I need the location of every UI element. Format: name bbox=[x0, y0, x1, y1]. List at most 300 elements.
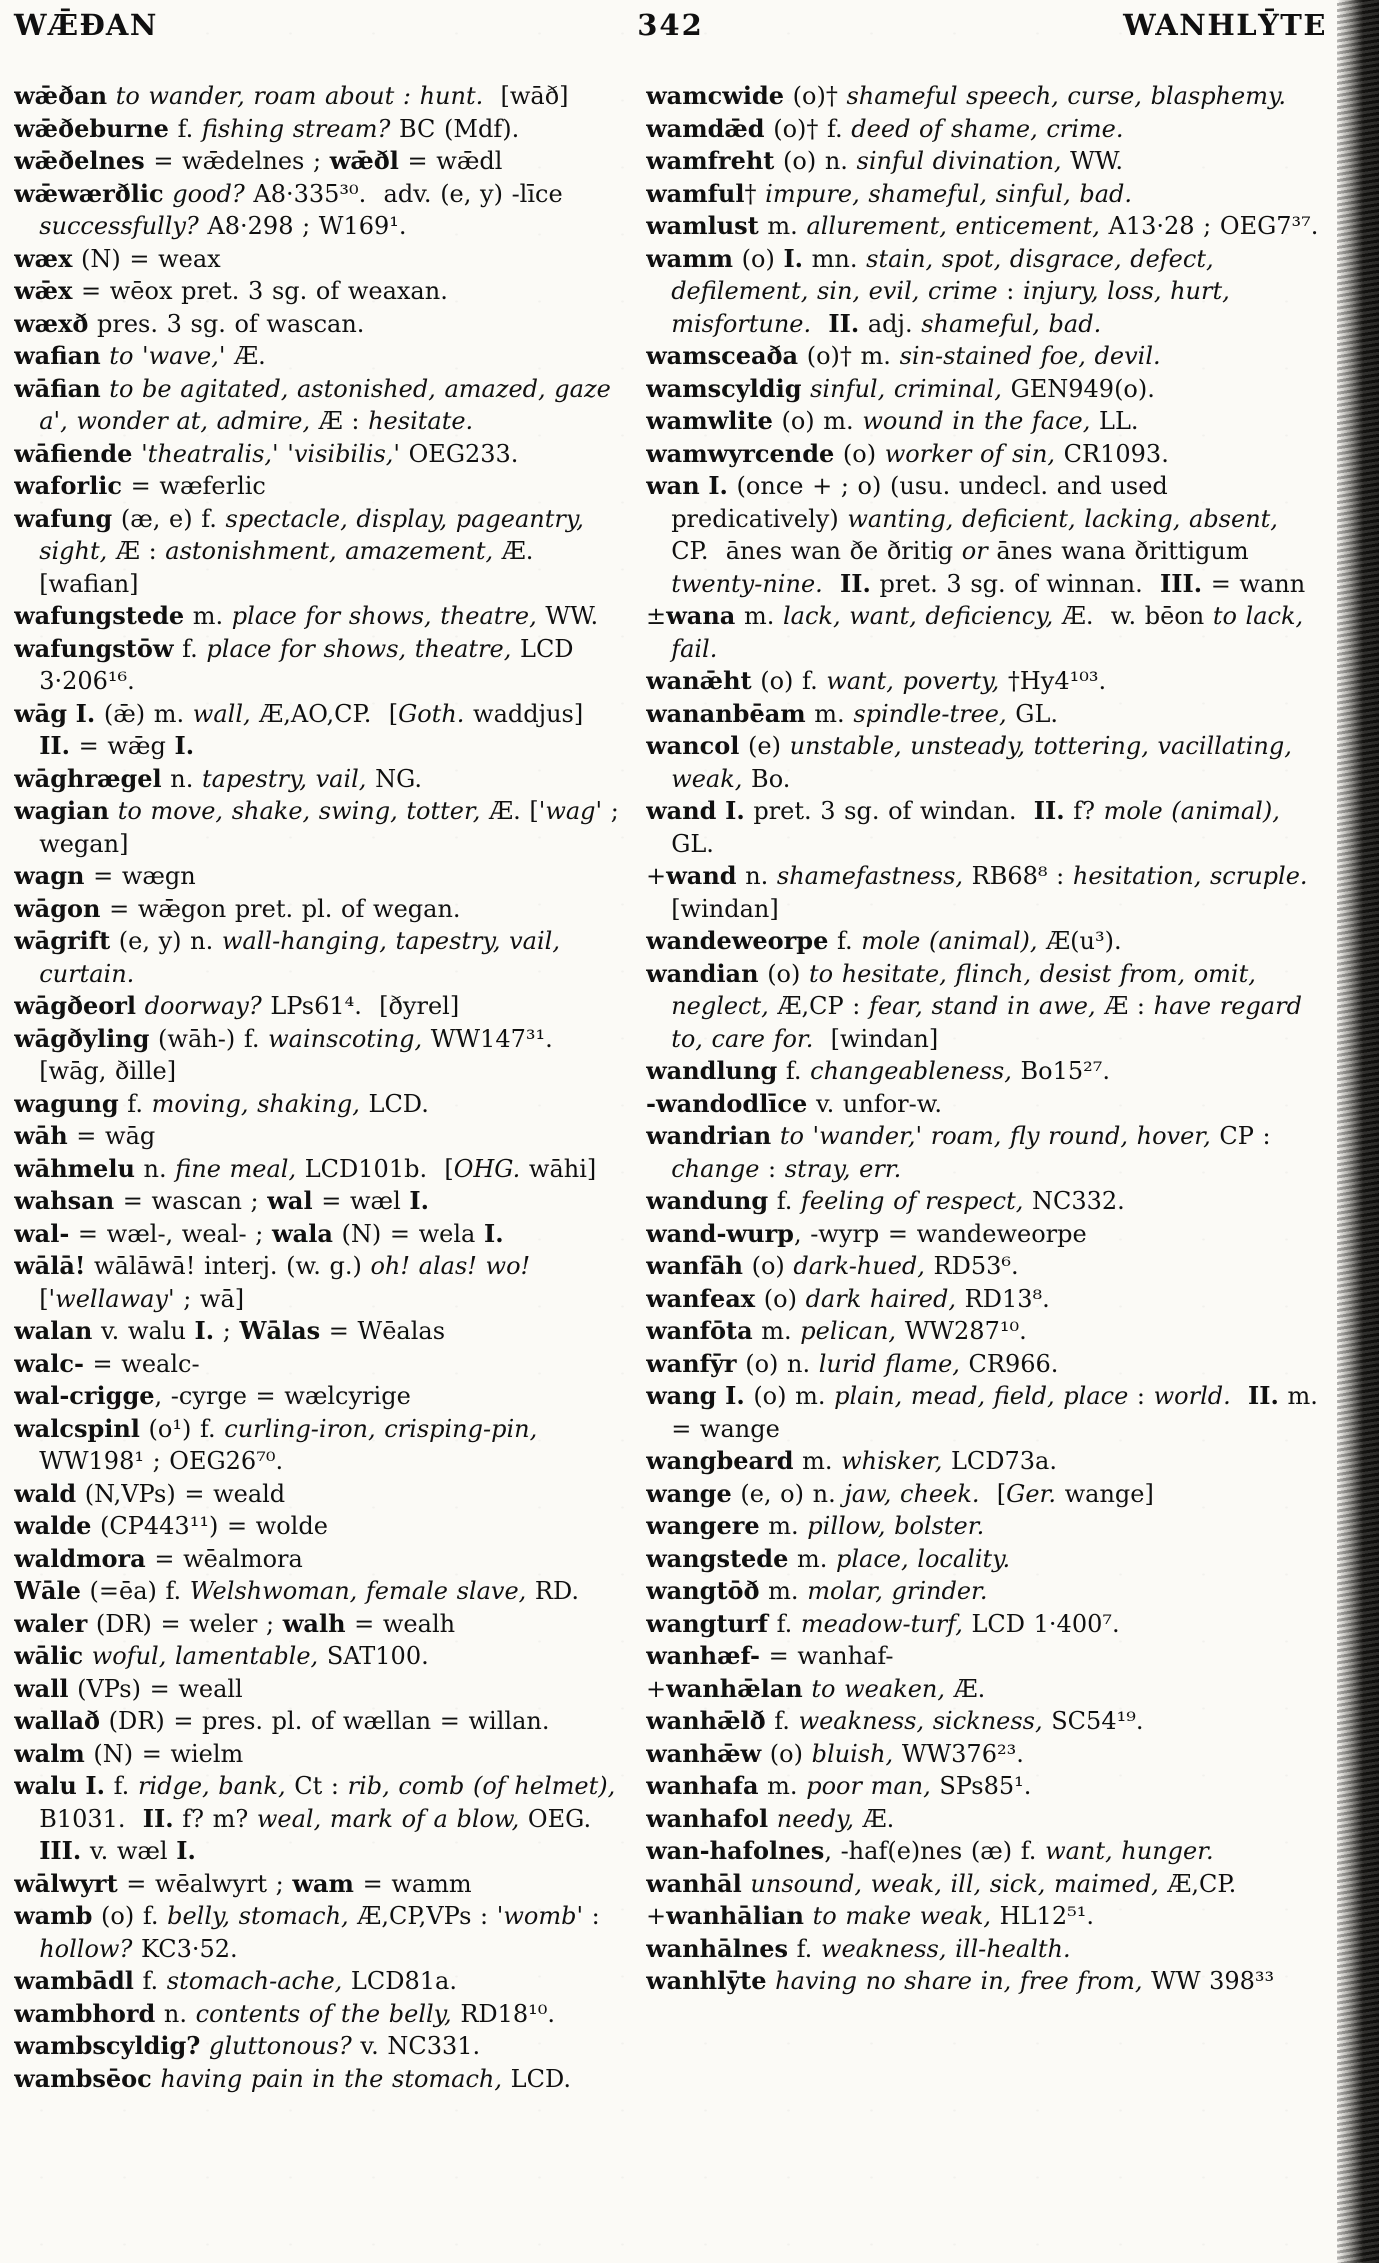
entry-text: f. bbox=[777, 1057, 811, 1085]
entry-text: sin-stained foe, devil. bbox=[899, 342, 1161, 370]
left-column bbox=[14, 80, 620, 2263]
entry-text: shameful speech, curse, blasphemy. bbox=[846, 82, 1287, 110]
headword: wancol bbox=[646, 731, 740, 760]
headword: wafian bbox=[14, 341, 101, 370]
entry-text: f. bbox=[118, 1089, 152, 1118]
entry-text: want, hunger. bbox=[1045, 1837, 1214, 1865]
dictionary-entry bbox=[646, 1218, 1329, 1251]
entry-text: wālāwā! interj. (w. g.) bbox=[85, 1252, 371, 1280]
dictionary-entry bbox=[14, 1965, 620, 1998]
dictionary-entry bbox=[14, 80, 620, 113]
page-header bbox=[14, 8, 1327, 52]
entry-text: m. = wange bbox=[671, 1382, 1318, 1443]
entry-text: m. bbox=[184, 602, 232, 630]
entry-text: Æ. bbox=[853, 1804, 895, 1833]
headword: wall bbox=[14, 1673, 69, 1703]
dictionary-entry bbox=[14, 1738, 620, 1771]
entry-text: RD18¹⁰. bbox=[451, 1999, 556, 2028]
headword: wanhlȳte bbox=[646, 1966, 767, 1995]
entry-text: [wāð] bbox=[483, 82, 569, 110]
scan-edge-artifact bbox=[1337, 0, 1379, 2263]
entry-text: (e) bbox=[739, 732, 790, 760]
headword: wange bbox=[646, 1478, 732, 1508]
headword: wandian bbox=[646, 958, 759, 988]
headword: I. bbox=[174, 731, 195, 760]
right-column bbox=[646, 80, 1329, 2263]
headword: wǣðan bbox=[14, 81, 108, 110]
dictionary-entry bbox=[14, 1478, 620, 1511]
entry-text: [windan] bbox=[813, 1024, 939, 1053]
entry-text: m. bbox=[758, 212, 807, 240]
dictionary-entry bbox=[646, 438, 1329, 471]
entry-text: place for shows, theatre, bbox=[206, 634, 512, 663]
dictionary-entry bbox=[14, 243, 620, 276]
entry-text: mole (animal), bbox=[1103, 797, 1280, 825]
entry-text: weal, mark of a blow, bbox=[256, 1804, 520, 1833]
entry-text: : bbox=[759, 1154, 785, 1183]
entry-text: + bbox=[646, 862, 667, 890]
dictionary-entry bbox=[14, 503, 620, 601]
entry-text: A8·335³⁰. adv. (e, y) -līce bbox=[244, 179, 563, 208]
headword: waler bbox=[14, 1608, 88, 1638]
dictionary-entry bbox=[646, 243, 1329, 341]
headword: wamlust bbox=[646, 211, 759, 240]
dictionary-entry bbox=[646, 1315, 1329, 1348]
headword: wahsan bbox=[14, 1186, 115, 1215]
headword: wambādl bbox=[14, 1966, 134, 1995]
entry-text: WW198¹ ; OEG26⁷⁰. bbox=[39, 1447, 284, 1475]
headword: II. bbox=[1033, 796, 1065, 825]
entry-text: , -cyrge = wælcyrige bbox=[154, 1382, 411, 1410]
entry-text: LL. bbox=[1090, 407, 1139, 435]
entry-text bbox=[823, 570, 840, 598]
entry-text: changeableness, bbox=[810, 1057, 1012, 1085]
headword: wandlung bbox=[646, 1056, 778, 1085]
entry-text: belly, stomach, bbox=[167, 1902, 349, 1930]
entry-text: = wamm bbox=[353, 1869, 472, 1898]
entry-text: RB68⁸ : bbox=[963, 862, 1073, 890]
entry-text: poor man, bbox=[806, 1772, 931, 1800]
dictionary-entry bbox=[646, 405, 1329, 438]
dictionary-entry bbox=[14, 763, 620, 796]
entry-text: OEG. bbox=[519, 1804, 600, 1833]
headword: wāgðyling bbox=[14, 1023, 150, 1053]
entry-text: LCD. bbox=[502, 2064, 571, 2093]
entry-text: = wēalmora bbox=[145, 1544, 303, 1573]
entry-text: womb bbox=[503, 1902, 577, 1930]
entry-text: (o) bbox=[755, 1284, 806, 1313]
entry-text: = wǣgon pret. pl. of wegan. bbox=[100, 894, 461, 923]
entry-text: unsound, weak, ill, sick, maimed, bbox=[741, 1869, 1159, 1898]
entry-text: ridge, bank, bbox=[137, 1772, 286, 1800]
entry-text: Æ. w. bēon bbox=[1053, 602, 1213, 630]
headword: -wandodlīce bbox=[646, 1088, 808, 1118]
dictionary-entry bbox=[14, 470, 620, 503]
entry-text: wall, bbox=[192, 699, 251, 728]
headword: wanhǣw bbox=[646, 1738, 762, 1768]
dictionary-entry bbox=[14, 1348, 620, 1381]
headword: wamcwide bbox=[646, 81, 785, 110]
dictionary-entry bbox=[646, 113, 1329, 146]
dictionary-entry bbox=[646, 1738, 1329, 1771]
entry-text: CP : bbox=[1210, 1122, 1271, 1150]
dictionary-entry bbox=[646, 958, 1329, 1056]
entry-text: (o) m. bbox=[744, 1382, 835, 1410]
entry-text: hollow? bbox=[39, 1934, 133, 1963]
entry-text: contents of the belly, bbox=[195, 1999, 452, 2028]
entry-text: lurid flame, bbox=[818, 1349, 960, 1378]
headword: wand-wurp bbox=[646, 1218, 794, 1248]
headword: II. bbox=[142, 1803, 174, 1833]
entry-text: = wǣg bbox=[70, 732, 175, 760]
entry-text: (=ēa) f. bbox=[80, 1577, 190, 1605]
entry-text: SPs85¹. bbox=[930, 1772, 1032, 1800]
entry-text: f? m? bbox=[173, 1804, 257, 1833]
entry-text bbox=[811, 310, 828, 338]
headword: wafung bbox=[14, 503, 113, 533]
entry-text: [ bbox=[979, 1479, 1007, 1508]
dictionary-entry bbox=[646, 1380, 1329, 1445]
headword: wālā! bbox=[14, 1251, 86, 1280]
entry-text: Æ,AO,CP. [ bbox=[250, 699, 399, 728]
entry-text: woful, lamentable, bbox=[83, 1642, 319, 1670]
entry-text: (o)† bbox=[784, 82, 847, 110]
entry-text: (æ, e) f. bbox=[112, 504, 226, 533]
entry-text: RD13⁸. bbox=[956, 1284, 1050, 1313]
entry-text: † bbox=[744, 179, 766, 208]
headword: wal- bbox=[14, 1218, 70, 1248]
headword: wand bbox=[646, 796, 717, 825]
dictionary-entry bbox=[14, 1380, 620, 1413]
entry-text: [' bbox=[39, 1284, 56, 1313]
entry-text: to wander, roam about : hunt. bbox=[107, 82, 484, 110]
headword: wanfōta bbox=[646, 1316, 753, 1345]
headword: wala bbox=[272, 1218, 333, 1248]
entry-text: to 'wander,' roam, fly round, hover, bbox=[771, 1122, 1211, 1150]
headword: wan bbox=[646, 471, 700, 500]
entry-text: ' ' bbox=[272, 439, 294, 468]
dictionary-entry bbox=[646, 1543, 1329, 1576]
dictionary-entry bbox=[14, 698, 620, 763]
entry-text: RD53⁶. bbox=[924, 1252, 1019, 1280]
entry-text: f? bbox=[1064, 797, 1104, 825]
dictionary-entry bbox=[646, 1965, 1329, 1998]
dictionary-entry bbox=[14, 1185, 620, 1218]
entry-text: (o) bbox=[834, 439, 885, 468]
entry-text: (N) = weax bbox=[72, 244, 221, 273]
dictionary-entry bbox=[14, 1023, 620, 1088]
dictionary-entry bbox=[646, 1283, 1329, 1316]
headword: wal bbox=[267, 1186, 313, 1215]
entry-text: wound in the face, bbox=[862, 407, 1091, 435]
entry-text: WW 398³³ bbox=[1142, 1967, 1275, 1995]
entry-text: (N) = wela bbox=[332, 1219, 484, 1248]
entry-text: WW147³¹. [wāg, ðille] bbox=[39, 1024, 553, 1085]
entry-text: spectacle, display, pageantry, sight, bbox=[39, 504, 584, 565]
headword: wanhæf- bbox=[646, 1641, 760, 1670]
headword: wallað bbox=[14, 1706, 101, 1735]
entry-text: dark-hued, bbox=[793, 1252, 925, 1280]
entry-text: theatralis, bbox=[147, 439, 273, 468]
entry-text: LPs61⁴. [ðyrel] bbox=[261, 992, 460, 1020]
headword: II. bbox=[1248, 1381, 1279, 1410]
dictionary-entry bbox=[646, 1770, 1329, 1803]
entry-text: moving, shaking, bbox=[151, 1089, 360, 1118]
entry-text: f. bbox=[105, 1772, 138, 1800]
headword: I. bbox=[783, 243, 804, 273]
entry-text: whisker, bbox=[841, 1447, 943, 1475]
dictionary-entry bbox=[646, 1348, 1329, 1381]
dictionary-entry bbox=[646, 730, 1329, 795]
entry-text: SAT100. bbox=[318, 1642, 429, 1670]
headword: I. bbox=[176, 1836, 196, 1865]
dictionary-entry bbox=[646, 1835, 1329, 1868]
entry-text: meadow-turf, bbox=[800, 1609, 963, 1638]
headword: Wālas bbox=[239, 1316, 321, 1345]
entry-text: to weaken, bbox=[802, 1674, 945, 1703]
entry-text: astonishment, amazement, bbox=[165, 537, 494, 565]
headword: wambscyldig? bbox=[14, 2031, 201, 2060]
entry-text: (DR) = pres. pl. of wællan = willan. bbox=[100, 1707, 550, 1735]
entry-text: stain, spot, disgrace, defect, defilement, sin, evil, crime bbox=[671, 244, 1214, 305]
headword: wǣx bbox=[14, 276, 73, 305]
dictionary-entry bbox=[646, 1803, 1329, 1836]
headword: wald bbox=[14, 1478, 77, 1508]
headword: wafungstōw bbox=[14, 633, 174, 663]
dictionary-entry bbox=[14, 925, 620, 990]
entry-text: WW287¹⁰. bbox=[896, 1317, 1027, 1345]
entry-text: m. bbox=[759, 1512, 808, 1540]
dictionary-entry bbox=[646, 1705, 1329, 1738]
headword: wāghrægel bbox=[14, 763, 162, 793]
dictionary-entry bbox=[14, 1088, 620, 1121]
dictionary-entry bbox=[14, 1900, 620, 1965]
entry-text: n. bbox=[134, 1154, 176, 1183]
headword: wand bbox=[666, 861, 737, 890]
entry-text: : bbox=[1128, 1382, 1154, 1410]
page-number: 342 bbox=[637, 8, 704, 42]
entry-text: = wæl bbox=[312, 1187, 410, 1215]
dictionary-entry bbox=[646, 80, 1329, 113]
entry-text: worker of sin, bbox=[884, 439, 1056, 468]
entry-text: pret. 3 sg. of windan. bbox=[744, 797, 1034, 825]
dictionary-entry bbox=[646, 1673, 1329, 1706]
headword: I. bbox=[483, 1218, 504, 1248]
entry-text: plain, mead, field, place bbox=[834, 1382, 1129, 1410]
headword: wanfȳr bbox=[646, 1348, 737, 1378]
entry-text: BC (Mdf). bbox=[390, 114, 520, 143]
headword: wangtōð bbox=[646, 1576, 760, 1605]
dictionary-entry bbox=[14, 1640, 620, 1673]
entry-text: Æ. [' bbox=[480, 797, 546, 825]
entry-text: Æ(u³). bbox=[1037, 927, 1122, 955]
entry-text: Æ,CP,VPs : ' bbox=[348, 1902, 504, 1930]
entry-text: weakness, sickness, bbox=[798, 1707, 1043, 1735]
entry-text: successfully? bbox=[39, 212, 199, 240]
entry-text: RD. bbox=[526, 1577, 579, 1605]
headword: walc- bbox=[14, 1348, 84, 1378]
headword: wamm bbox=[646, 243, 733, 273]
entry-text: n. bbox=[161, 764, 202, 793]
dictionary-entry bbox=[14, 1998, 620, 2031]
entry-text: n. bbox=[155, 1999, 196, 2028]
entry-text: = wǣdelnes ; bbox=[144, 147, 330, 175]
entry-text: mn. bbox=[803, 244, 867, 273]
dictionary-entry bbox=[14, 860, 620, 893]
entry-text: Æ : bbox=[107, 537, 166, 565]
entry-text: n. bbox=[736, 862, 777, 890]
entry-text: v. unfor-w. bbox=[807, 1089, 943, 1118]
entry-text: to make weak, bbox=[804, 1902, 992, 1930]
entry-text: (o) n. bbox=[736, 1349, 819, 1378]
dictionary-entry bbox=[14, 1868, 620, 1901]
entry-text: Æ : bbox=[1095, 992, 1154, 1020]
entry-text: (e, o) n. bbox=[731, 1479, 845, 1508]
entry-text: needy, bbox=[768, 1804, 854, 1833]
entry-text: (e, y) n. bbox=[110, 927, 222, 955]
entry-text: deed of shame, crime. bbox=[851, 114, 1124, 143]
headword: wafungstede bbox=[14, 601, 185, 630]
entry-text: having pain in the stomach, bbox=[151, 2064, 503, 2093]
entry-text: f. bbox=[173, 634, 207, 663]
entry-text: want, poverty, bbox=[826, 667, 1000, 695]
entry-text: LCD81a. bbox=[342, 1967, 457, 1995]
entry-text: to lack, fail. bbox=[671, 602, 1304, 663]
dictionary-entry bbox=[646, 178, 1329, 211]
entry-text bbox=[1231, 1382, 1248, 1410]
headword: I. bbox=[194, 1316, 215, 1345]
entry-text: curling-iron, crisping-pin, bbox=[224, 1414, 538, 1443]
headword: wan-hafolnes bbox=[646, 1836, 825, 1865]
entry-text: = wealc- bbox=[83, 1349, 200, 1378]
entry-text: shamefastness, bbox=[776, 862, 964, 890]
entry-text: , -wyrp = wandeweorpe bbox=[793, 1219, 1087, 1248]
entry-text: B1031. bbox=[39, 1804, 143, 1833]
entry-text bbox=[716, 1382, 725, 1410]
dictionary-entry bbox=[646, 1933, 1329, 1966]
headword: wāgon bbox=[14, 893, 101, 923]
entry-text: (o¹) f. bbox=[139, 1414, 225, 1443]
entry-text: rib, comb (of helmet), bbox=[347, 1772, 616, 1800]
entry-text: = wascan ; bbox=[114, 1187, 268, 1215]
headword: wamfreht bbox=[646, 146, 775, 175]
dictionary-entry bbox=[646, 145, 1329, 178]
entry-text: molar, grinder. bbox=[807, 1577, 988, 1605]
entry-text: m. bbox=[752, 1317, 801, 1345]
text-body bbox=[14, 80, 1329, 2263]
entry-text: = wæferlic bbox=[122, 472, 266, 500]
entry-text: to be agitated, astonished, amazed, gaze a', wonder at, admire, bbox=[39, 374, 611, 435]
headword: I. bbox=[725, 1381, 745, 1410]
headword: wanhǣlð bbox=[646, 1706, 766, 1735]
entry-text: A13·28 ; OEG7³⁷. bbox=[1099, 212, 1319, 240]
dictionary-entry bbox=[14, 178, 620, 243]
dictionary-entry bbox=[14, 1510, 620, 1543]
entry-text: GL. bbox=[671, 829, 714, 858]
dictionary-entry bbox=[14, 893, 620, 926]
dictionary-entry bbox=[14, 373, 620, 438]
running-head-left: WǢÐAN bbox=[14, 8, 158, 42]
dictionary-entry bbox=[646, 1608, 1329, 1641]
entry-text: weakness, ill-health. bbox=[820, 1934, 1071, 1963]
entry-text: Bo. bbox=[742, 764, 791, 793]
entry-text: stomach-ache, bbox=[166, 1967, 343, 1995]
entry-text: wanting, deficient, lacking, absent, bbox=[847, 504, 1278, 533]
dictionary-entry bbox=[14, 1770, 620, 1868]
dictionary-entry bbox=[14, 795, 620, 860]
entry-text: f. bbox=[168, 114, 202, 143]
entry-text: hesitation, scruple. bbox=[1072, 862, 1308, 890]
dictionary-entry bbox=[14, 1608, 620, 1641]
headword: wam bbox=[292, 1868, 354, 1898]
headword: wamdǣd bbox=[646, 113, 765, 143]
entry-text: wainscoting, bbox=[268, 1024, 423, 1053]
entry-text: CR966. bbox=[959, 1349, 1059, 1378]
entry-text: Æ : bbox=[310, 407, 369, 435]
entry-text: place, locality. bbox=[836, 1544, 1011, 1573]
entry-text: = wanhaf- bbox=[759, 1642, 894, 1670]
entry-text: = wēalwyrt ; bbox=[117, 1869, 293, 1898]
dictionary-entry bbox=[646, 1088, 1329, 1121]
dictionary-entry bbox=[14, 145, 620, 178]
entry-text: CR1093. bbox=[1055, 439, 1169, 468]
entry-text: tapestry, vail, bbox=[202, 764, 367, 793]
headword: wāg bbox=[14, 698, 67, 728]
headword: wanhālian bbox=[666, 1901, 805, 1930]
entry-text: + bbox=[646, 1674, 667, 1703]
headword: wal-crigge bbox=[14, 1381, 155, 1410]
entry-text: ' : bbox=[576, 1902, 600, 1930]
entry-text: allurement, enticement, bbox=[806, 212, 1100, 240]
entry-text: ' OEG233. bbox=[393, 439, 519, 468]
entry-text: (CP443¹¹) = wolde bbox=[91, 1512, 328, 1540]
entry-text: (o) bbox=[758, 959, 809, 988]
entry-text: (o) f. bbox=[751, 667, 827, 695]
entry-text: jaw, cheek. bbox=[844, 1479, 980, 1508]
entry-text: (o) n. bbox=[774, 147, 857, 175]
headword: wamful bbox=[646, 178, 745, 208]
entry-text: (o) bbox=[733, 244, 784, 273]
entry-text: Ct : bbox=[285, 1772, 348, 1800]
dictionary-entry bbox=[14, 1120, 620, 1153]
entry-text: (N) = wielm bbox=[84, 1739, 244, 1768]
entry-text: LCD 3·206¹⁶. bbox=[39, 634, 574, 695]
entry-text: GEN949(o). bbox=[1001, 374, 1155, 403]
headword: wanhafa bbox=[646, 1771, 759, 1800]
headword: wandrian bbox=[646, 1121, 772, 1150]
entry-text: sinful, criminal, bbox=[801, 374, 1002, 403]
headword: waldmora bbox=[14, 1543, 146, 1573]
entry-text: visibilis, bbox=[293, 439, 394, 468]
dictionary-entry bbox=[646, 1055, 1329, 1088]
entry-text: HL12⁵¹. bbox=[991, 1902, 1094, 1930]
dictionary-entry bbox=[646, 665, 1329, 698]
entry-text: world. bbox=[1153, 1382, 1231, 1410]
dictionary-entry bbox=[646, 925, 1329, 958]
headword: wangturf bbox=[646, 1608, 768, 1638]
entry-text: KC3·52. bbox=[132, 1934, 238, 1963]
headword: wamwyrcende bbox=[646, 438, 835, 468]
dictionary-entry bbox=[14, 113, 620, 146]
entry-text: adj. bbox=[859, 309, 922, 338]
headword: wāgðeorl bbox=[14, 991, 137, 1020]
entry-text: LCD101b. [ bbox=[296, 1154, 454, 1183]
entry-text: v. NC331. bbox=[351, 2032, 481, 2060]
dictionary-entry bbox=[14, 1575, 620, 1608]
entry-text: v. walu bbox=[92, 1317, 195, 1345]
entry-text: pelican, bbox=[800, 1317, 897, 1345]
dictionary-entry bbox=[14, 1673, 620, 1706]
